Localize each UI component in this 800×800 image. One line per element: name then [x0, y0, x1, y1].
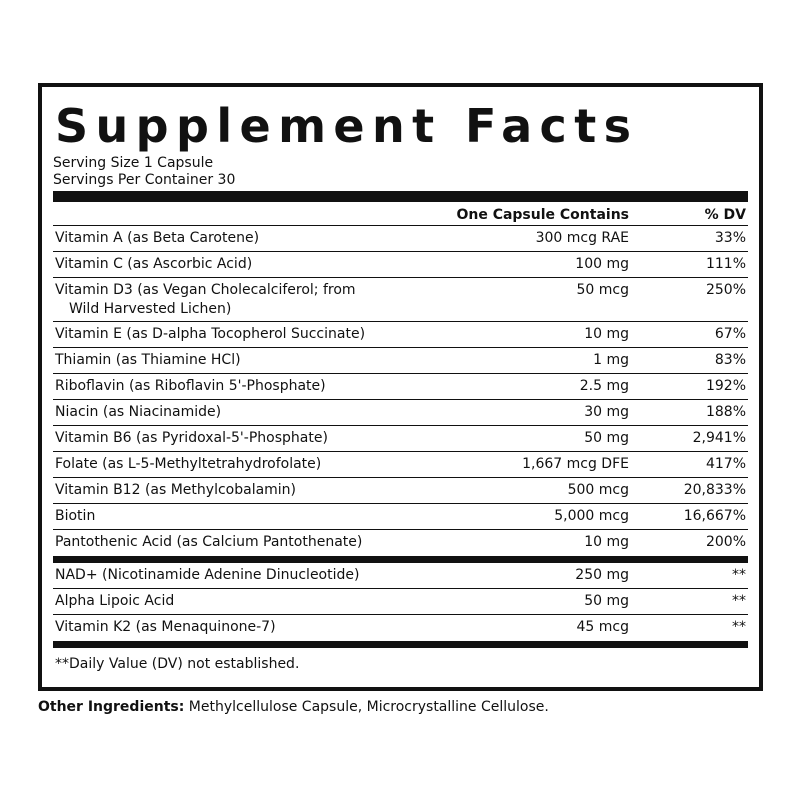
- nutrient-name-line: Pantothenic Acid (as Calcium Pantothenate): [55, 534, 363, 550]
- nutrient-amount: 5,000 mcg: [554, 508, 629, 524]
- nutrient-name-line: NAD+ (Nicotinamide Adenine Dinucleotide): [55, 567, 360, 583]
- nutrient-row: [53, 426, 748, 452]
- divider-medium-bottom: [53, 641, 748, 648]
- nutrient-name-line: Vitamin B12 (as Methylcobalamin): [55, 482, 297, 498]
- dv-footnote: **Daily Value (DV) not established.: [55, 656, 300, 672]
- divider-medium: [53, 556, 748, 563]
- nutrient-amount: 50 mg: [584, 593, 629, 609]
- nutrient-name-line: Thiamin (as Thiamine HCl): [55, 352, 241, 368]
- nutrient-amount: 30 mg: [584, 404, 629, 420]
- nutrient-amount: 1 mg: [593, 352, 629, 368]
- nutrient-dv: **: [732, 619, 746, 635]
- nutrient-dv: 83%: [714, 352, 746, 368]
- nutrient-amount: 300 mcg RAE: [535, 230, 629, 246]
- nutrient-row: [53, 374, 748, 400]
- nutrient-name-line: Vitamin B6 (as Pyridoxal-5'-Phosphate): [55, 430, 328, 446]
- other-ingredients-text: Methylcellulose Capsule, Microcrystalline Cellulose.: [184, 699, 549, 715]
- nutrient-row: [53, 348, 748, 374]
- nutrient-dv: 250%: [705, 282, 746, 298]
- nutrient-amount: 2.5 mg: [579, 378, 629, 394]
- nutrient-name-line2: Wild Harvested Lichen): [69, 301, 232, 317]
- other-ingredients-label: Other Ingredients:: [38, 699, 185, 715]
- nutrient-row: [53, 530, 748, 556]
- serving-size: Serving Size 1 Capsule: [53, 155, 214, 171]
- nutrient-amount: 100 mg: [575, 256, 629, 272]
- nutrient-dv: 188%: [705, 404, 746, 420]
- nutrient-dv: 111%: [705, 256, 746, 272]
- vitamin-list: [53, 226, 748, 556]
- nutrient-name-line: Vitamin C (as Ascorbic Acid): [55, 256, 253, 272]
- nutrient-name: [53, 325, 453, 344]
- nutrient-name: [53, 281, 453, 319]
- nutrient-dv: 200%: [705, 534, 746, 550]
- nutrient-name-line: Alpha Lipoic Acid: [55, 593, 175, 609]
- nutrient-dv: 16,667%: [683, 508, 746, 524]
- nutrient-name: [53, 481, 453, 500]
- nutrient-name: [53, 351, 453, 370]
- other-nutrient-list: [53, 563, 748, 641]
- nutrient-name-line: Folate (as L-5-Methyltetrahydrofolate): [55, 456, 322, 472]
- nutrient-dv: 33%: [714, 230, 746, 246]
- nutrient-name-line: Vitamin A (as Beta Carotene): [55, 230, 260, 246]
- nutrient-name-line: Vitamin K2 (as Menaquinone-7): [55, 619, 276, 635]
- nutrient-row: [53, 278, 748, 322]
- nutrient-amount: 50 mcg: [576, 282, 629, 298]
- nutrient-name-line: Biotin: [55, 508, 96, 524]
- nutrient-amount: 10 mg: [584, 326, 629, 342]
- nutrient-amount: 1,667 mcg DFE: [522, 456, 629, 472]
- nutrient-name: [53, 533, 453, 552]
- nutrient-row: [53, 322, 748, 348]
- nutrient-dv: 67%: [714, 326, 746, 342]
- nutrient-name: [53, 592, 453, 611]
- header-dv: % DV: [704, 207, 746, 223]
- nutrient-dv: 417%: [705, 456, 746, 472]
- table-header: [53, 202, 748, 226]
- nutrient-dv: 192%: [705, 378, 746, 394]
- nutrient-row: [53, 226, 748, 252]
- nutrient-name-line: Vitamin E (as D-alpha Tocopherol Succinate): [55, 326, 366, 342]
- nutrient-row: [53, 400, 748, 426]
- panel-title: Supplement Facts: [55, 99, 639, 153]
- nutrient-row: [53, 615, 748, 641]
- nutrient-name: [53, 566, 453, 585]
- nutrient-row: [53, 563, 748, 589]
- nutrient-name-line: Niacin (as Niacinamide): [55, 404, 222, 420]
- nutrient-amount: 45 mcg: [576, 619, 629, 635]
- nutrient-name: [53, 455, 453, 474]
- nutrient-row: [53, 252, 748, 278]
- nutrient-row: [53, 504, 748, 530]
- nutrient-name-line: Vitamin D3 (as Vegan Cholecalciferol; from: [55, 282, 356, 298]
- other-ingredients: [38, 698, 768, 717]
- nutrient-dv: **: [732, 567, 746, 583]
- nutrient-name: [53, 429, 453, 448]
- nutrient-row: [53, 589, 748, 615]
- nutrient-amount: 500 mcg: [567, 482, 629, 498]
- nutrient-row: [53, 478, 748, 504]
- nutrient-name-line: Riboflavin (as Riboflavin 5'-Phosphate): [55, 378, 326, 394]
- nutrient-row: [53, 452, 748, 478]
- nutrient-name: [53, 507, 453, 526]
- divider-thick: [53, 191, 748, 202]
- serving-info: [53, 155, 748, 189]
- nutrient-name: [53, 618, 453, 637]
- nutrient-name: [53, 403, 453, 422]
- nutrient-name: [53, 255, 453, 274]
- nutrient-dv: 2,941%: [692, 430, 746, 446]
- servings-per-container: Servings Per Container 30: [53, 172, 236, 188]
- nutrient-amount: 50 mg: [584, 430, 629, 446]
- header-amount: One Capsule Contains: [456, 207, 629, 223]
- supplement-facts-panel: [38, 83, 763, 691]
- nutrient-amount: 10 mg: [584, 534, 629, 550]
- nutrient-dv: **: [732, 593, 746, 609]
- nutrient-name: [53, 377, 453, 396]
- nutrient-name: [53, 229, 453, 248]
- nutrient-dv: 20,833%: [683, 482, 746, 498]
- nutrient-amount: 250 mg: [575, 567, 629, 583]
